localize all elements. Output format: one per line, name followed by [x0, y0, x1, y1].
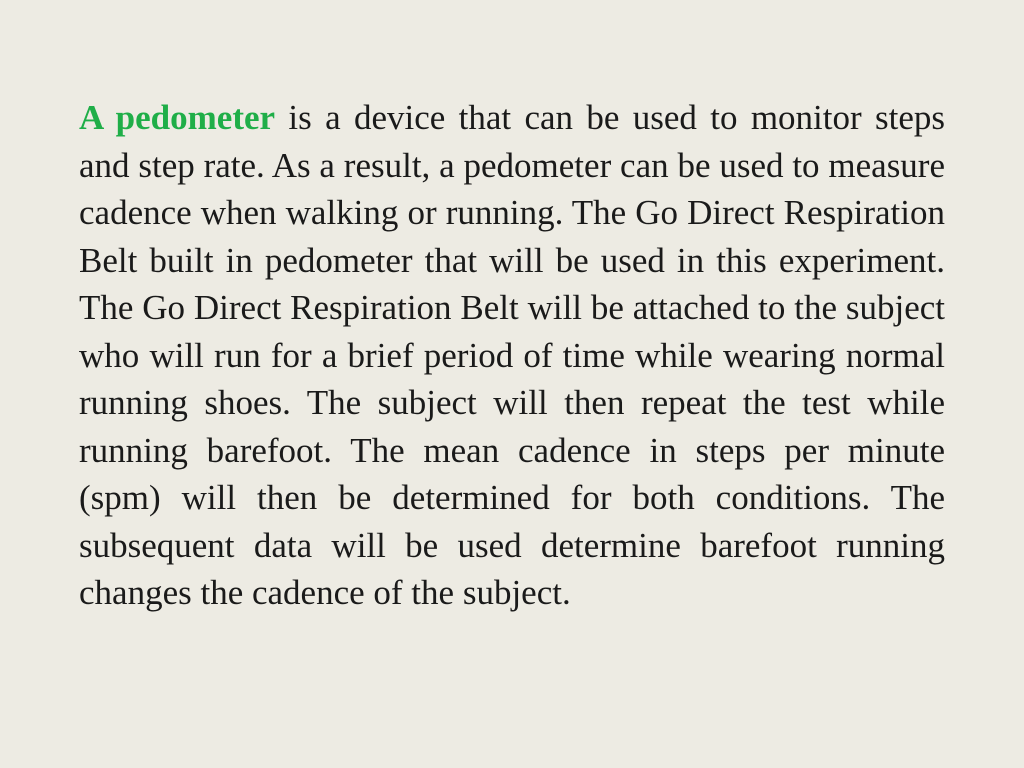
highlighted-term: A pedometer	[79, 98, 276, 137]
body-paragraph	[79, 94, 945, 617]
paragraph-text: is a device that can be used to monitor steps and step rate. As a result, a pedometer can be used to measure cadence when walking or running. The Go Direct Respiration Belt built in pedometer that will be used in this experiment. The Go Direct Respiration Belt will be attached to the subject who will run for a brief period of time while wearing normal running shoes. The subject will then repeat the test while running barefoot. The mean cadence in steps per minute (spm) will then be determined for both conditions. The subsequent data will be used determine barefoot running changes the cadence of the subject.	[79, 98, 945, 612]
